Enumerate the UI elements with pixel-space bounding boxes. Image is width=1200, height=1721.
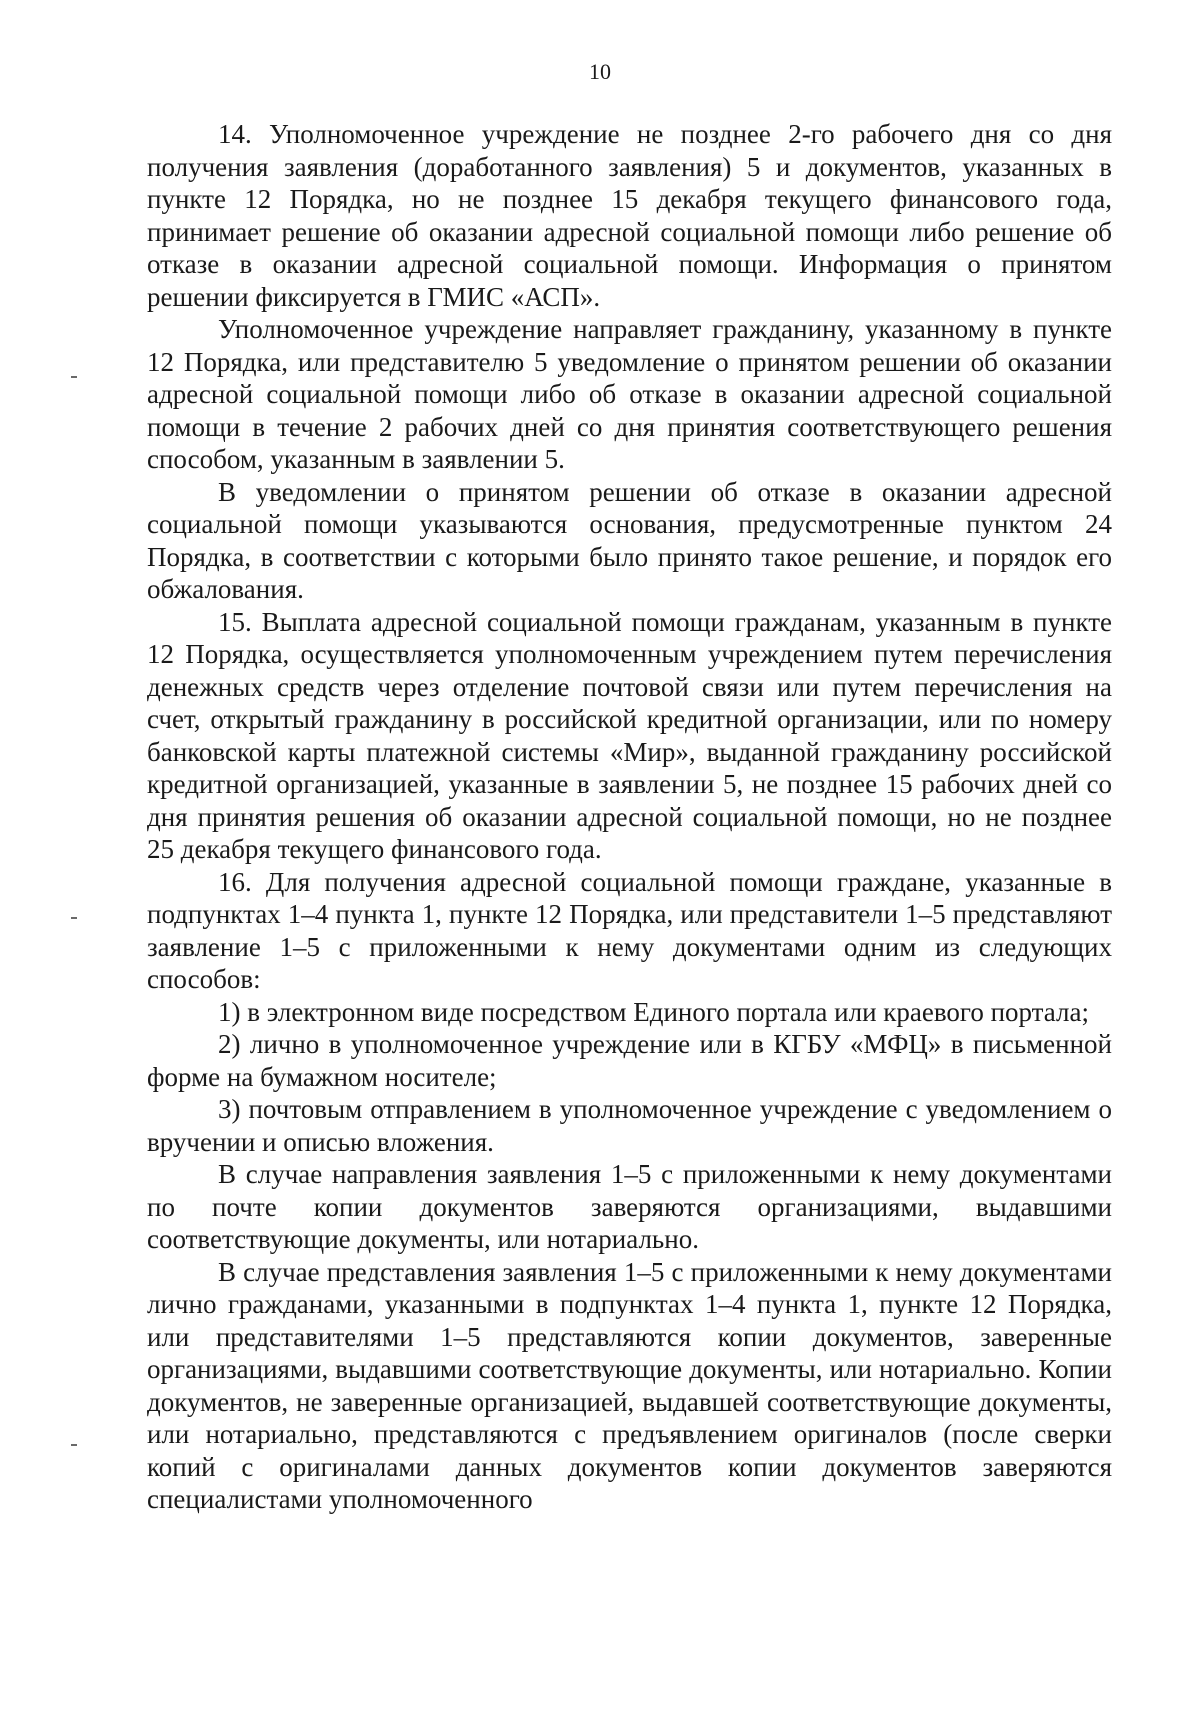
paragraph-15: 15. Выплата адресной социальной помощи гражданам, указанным в пункте 12 Порядка, осуществляется уполномоченным учреждением путем перечисления денежных средств через отделение почтовой связи или путем перечисления на счет, открытый гражданину в российской кредитной организации, или по номеру банковской карты платежной системы «Мир», выданной гражданину российской кредитной организацией, указанные в заявлении 5, не позднее 15 рабочих дней со дня принятия решения об оказании адресной социальной помощи, но не позднее 25 декабря текущего финансового года. <box>147 606 1112 864</box>
paragraph-in-person-copies: В случае представления заявления 1–5 с приложенными к нему документами лично гражданами, указанными в подпунктах 1–4 пункта 1, пункте 12 Порядка, или представителями 1–5 представляются копии документов, заверенные организациями, выдавшими соответствующие документы, или нотариально. Копии документов, не заверенные организацией, выдавшей соответствующие документы, или нотариально, представляются с предъявлением оригиналов (после сверки копий с оригиналами данных документов копии документов заверяются специалистами уполномоченного <box>147 1256 1112 1514</box>
document-body <box>147 118 1112 1516</box>
page-number: 10 <box>589 59 611 84</box>
list-item-1: 1) в электронном виде посредством Единого портала или краевого портала; <box>218 996 1089 1027</box>
paragraph-16: 16. Для получения адресной социальной помощи граждане, указанные в подпунктах 1–4 пункта 1, пункте 12 Порядка, или представители 1–5 представляют заявление 1–5 с приложенными к нему документами одним из следующих способов: <box>147 866 1112 994</box>
list-item-2: 2) лично в уполномоченное учреждение или в КГБУ «МФЦ» в письменной форме на бумажном носителе; <box>147 1029 1112 1092</box>
list-item-3: 3) почтовым отправлением в уполномоченное учреждение с уведомлением о вручении и описью вложения. <box>147 1094 1112 1157</box>
scan-margin-mark <box>71 917 77 919</box>
scan-margin-mark <box>71 376 77 378</box>
paragraph-refusal-notice: В уведомлении о принятом решении об отказе в оказании адресной социальной помощи указываются основания, предусмотренные пунктом 24 Порядка, в соответствии с которыми было принято такое решение, и порядок его обжалования. <box>147 476 1112 604</box>
paragraph-postal-copies: В случае направления заявления 1–5 с приложенными к нему документами по почте копии документов заверяются организациями, выдавшими соответствующие документы, или нотариально. <box>147 1159 1112 1254</box>
paragraph-14: 14. Уполномоченное учреждение не позднее 2-го рабочего дня со дня получения заявления (доработанного заявления) 5 и документов, указанных в пункте 12 Порядка, но не позднее 15 декабря текущего финансового года, принимает решение об оказании адресной социальной помощи либо решение об отказе в оказании адресной социальной помощи. Информация о принятом решении фиксируется в ГМИС «АСП». <box>147 119 1112 312</box>
scan-margin-mark <box>71 1444 77 1446</box>
paragraph-notification: Уполномоченное учреждение направляет гражданину, указанному в пункте 12 Порядка, или представителю 5 уведомление о принятом решении об оказании адресной социальной помощи либо об отказе в оказании адресной социальной помощи в течение 2 рабочих дней со дня принятия соответствующего решения способом, указанным в заявлении 5. <box>147 314 1112 474</box>
